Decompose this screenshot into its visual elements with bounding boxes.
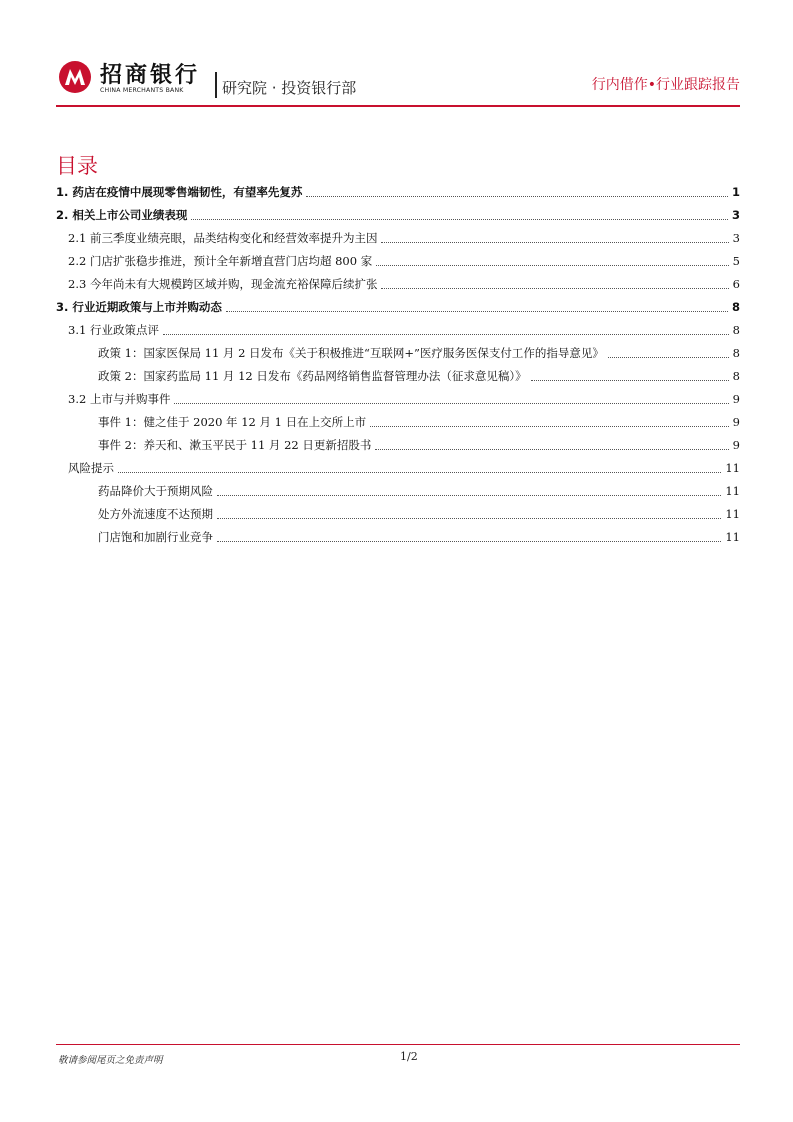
toc-title: 目录 bbox=[56, 154, 98, 178]
toc-leader bbox=[163, 333, 729, 335]
toc-page-number: 9 bbox=[732, 391, 740, 406]
toc-entry-label: 药品降价大于预期风险 bbox=[98, 483, 213, 498]
header-divider bbox=[215, 72, 217, 98]
toc-entry[interactable] bbox=[56, 410, 740, 433]
header-rule bbox=[56, 105, 740, 107]
toc-page-number: 9 bbox=[732, 414, 740, 429]
toc-entry[interactable] bbox=[56, 272, 740, 295]
page-header bbox=[56, 56, 740, 106]
toc-entry[interactable] bbox=[56, 295, 740, 318]
toc-page-number: 8 bbox=[732, 368, 740, 383]
toc-page-number: 8 bbox=[731, 299, 740, 314]
toc-entry-label: 3.1 行业政策点评 bbox=[68, 322, 159, 337]
toc-entry[interactable] bbox=[56, 502, 740, 525]
toc-leader bbox=[608, 356, 729, 358]
toc-entry[interactable] bbox=[56, 203, 740, 226]
toc-entry[interactable] bbox=[56, 341, 740, 364]
table-of-contents bbox=[56, 180, 740, 548]
toc-leader bbox=[174, 402, 728, 404]
toc-page-number: 11 bbox=[725, 506, 740, 521]
toc-entry-label: 处方外流速度不达预期 bbox=[98, 506, 213, 521]
toc-leader bbox=[191, 218, 728, 220]
toc-leader bbox=[118, 471, 721, 473]
toc-entry-label: 事件 1：健之佳于 2020 年 12 月 1 日在上交所上市 bbox=[98, 414, 367, 429]
toc-page-number: 5 bbox=[732, 253, 740, 268]
bank-name-en: CHINA MERCHANTS BANK bbox=[100, 87, 184, 94]
toc-entry-label: 2.3 今年尚未有大规模跨区域并购，现金流充裕保障后续扩张 bbox=[68, 276, 378, 291]
toc-page-number: 11 bbox=[725, 529, 740, 544]
footer-page-number: 1/2 bbox=[400, 1050, 418, 1063]
toc-entry-label: 政策 1：国家医保局 11 月 2 日发布《关于积极推进“互联网+”医疗服务医保支付工作的指导意见》 bbox=[98, 345, 604, 360]
toc-entry[interactable] bbox=[56, 364, 740, 387]
toc-page-number: 11 bbox=[725, 483, 740, 498]
toc-page-number: 6 bbox=[732, 276, 740, 291]
toc-entry-label: 2.2 门店扩张稳步推进，预计全年新增直营门店均超 800 家 bbox=[68, 253, 373, 268]
toc-entry[interactable] bbox=[56, 433, 740, 456]
toc-leader bbox=[217, 494, 721, 496]
department-label: 研究院 · 投资银行部 bbox=[222, 79, 357, 97]
toc-leader bbox=[217, 517, 721, 519]
toc-page-number: 8 bbox=[732, 322, 740, 337]
footer-rule bbox=[56, 1044, 740, 1045]
bank-name-cn: 招商银行 bbox=[100, 63, 201, 88]
toc-page-number: 1 bbox=[731, 184, 740, 199]
toc-entry-label: 政策 2：国家药监局 11 月 12 日发布《药品网络销售监督管理办法（征求意见稿）》 bbox=[98, 368, 527, 383]
toc-page-number: 3 bbox=[731, 207, 740, 222]
toc-leader bbox=[370, 425, 729, 427]
footer-disclaimer: 敬请参阅尾页之免责声明 bbox=[58, 1055, 163, 1066]
toc-entry-label: 3. 行业近期政策与上市并购动态 bbox=[56, 299, 222, 314]
toc-leader bbox=[381, 241, 728, 243]
toc-page-number: 9 bbox=[732, 437, 740, 452]
toc-leader bbox=[376, 264, 728, 266]
toc-leader bbox=[531, 379, 729, 381]
toc-entry[interactable] bbox=[56, 180, 740, 203]
toc-entry[interactable] bbox=[56, 249, 740, 272]
toc-entry[interactable] bbox=[56, 525, 740, 548]
toc-entry[interactable] bbox=[56, 479, 740, 502]
toc-leader bbox=[306, 195, 728, 197]
toc-entry-label: 3.2 上市与并购事件 bbox=[68, 391, 171, 406]
cmb-logo-icon bbox=[58, 60, 92, 94]
toc-page-number: 8 bbox=[732, 345, 740, 360]
toc-entry[interactable] bbox=[56, 226, 740, 249]
toc-entry-label: 2. 相关上市公司业绩表现 bbox=[56, 207, 188, 222]
report-type-label: 行内借作•行业跟踪报告 bbox=[591, 77, 740, 93]
toc-entry-label: 1. 药店在疫情中展现零售端韧性，有望率先复苏 bbox=[56, 184, 303, 199]
toc-entry-label: 风险提示 bbox=[68, 460, 114, 475]
toc-entry[interactable] bbox=[56, 456, 740, 479]
toc-leader bbox=[226, 310, 728, 312]
toc-page-number: 11 bbox=[725, 460, 740, 475]
toc-leader bbox=[217, 540, 721, 542]
toc-entry[interactable] bbox=[56, 387, 740, 410]
toc-leader bbox=[375, 448, 728, 450]
toc-page-number: 3 bbox=[732, 230, 740, 245]
toc-entry-label: 2.1 前三季度业绩亮眼，品类结构变化和经营效率提升为主因 bbox=[68, 230, 378, 245]
toc-entry-label: 事件 2：养天和、漱玉平民于 11 月 22 日更新招股书 bbox=[98, 437, 372, 452]
toc-entry-label: 门店饱和加剧行业竞争 bbox=[98, 529, 213, 544]
toc-entry[interactable] bbox=[56, 318, 740, 341]
toc-leader bbox=[381, 287, 728, 289]
